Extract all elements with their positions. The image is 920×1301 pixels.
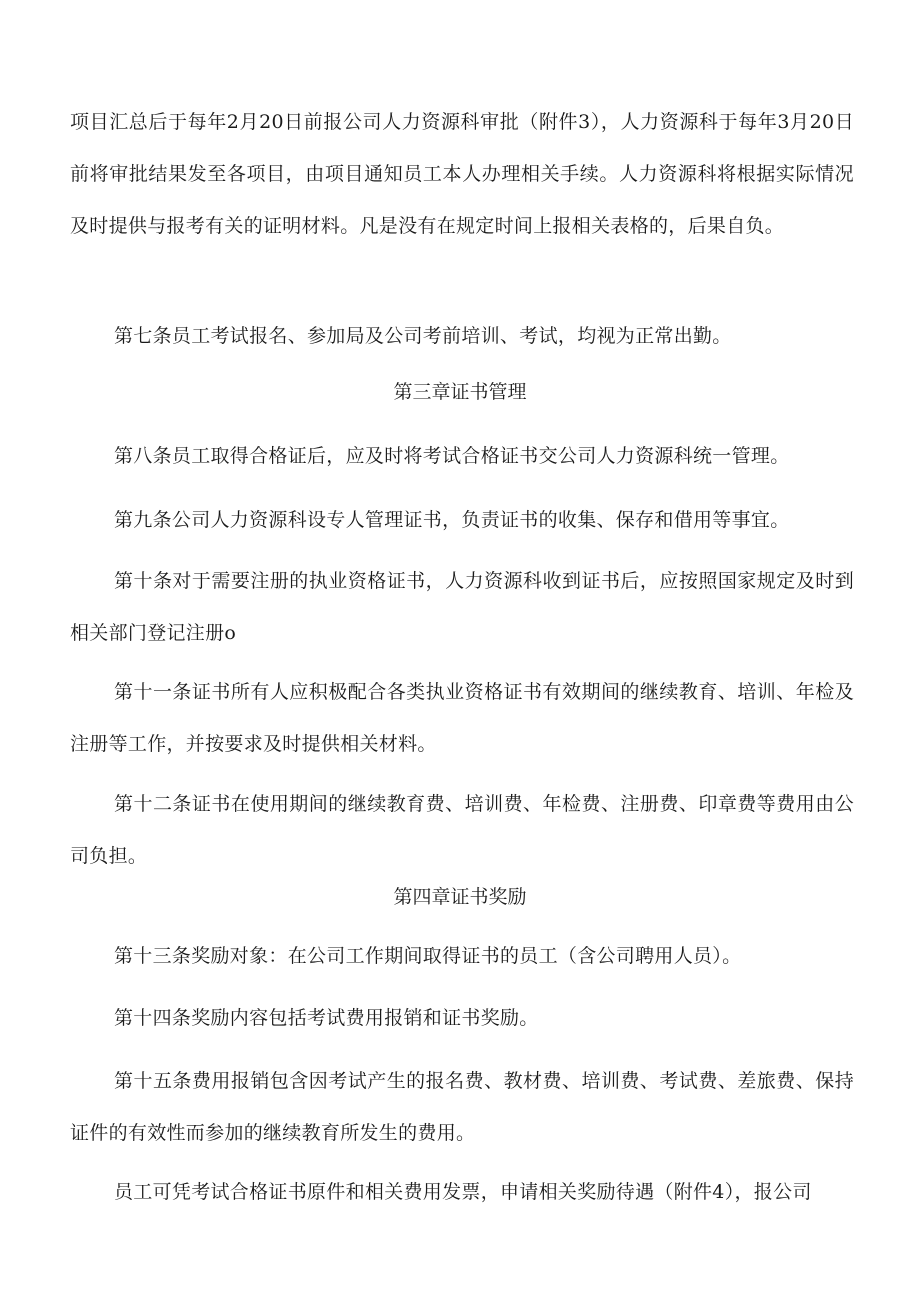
article-10: 第十条对于需要注册的执业资格证书，人力资源科收到证书后，应按照国家规定及时到相关部门登记注册o: [70, 570, 854, 644]
article-7: 第七条员工考试报名、参加局及公司考前培训、考试，均视为正常出勤。: [114, 325, 732, 347]
article-12: 第十二条证书在使用期间的继续教育费、培训费、年检费、注册费、印章费等费用由公司负担。: [70, 793, 854, 867]
article-11: 第十一条证书所有人应积极配合各类执业资格证书有效期间的继续教育、培训、年检及注册等工作，并按要求及时提供相关材料。: [70, 681, 854, 755]
chapter-3-heading: 第三章证书管理: [393, 381, 527, 403]
chapter-4-heading: 第四章证书奖励: [393, 886, 527, 908]
paragraph-intro: 项目汇总后于每年2月20日前报公司人力资源科审批（附件3），人力资源科于每年3月20日前将审批结果发至各项目，由项目通知员工本人办理相关手续。人力资源科将根据实际情况及时提供与报考有关的证明材料。凡是没有在规定时间上报相关表格的，后果自负。: [70, 111, 854, 237]
article-9: 第九条公司人力资源科设专人管理证书，负责证书的收集、保存和借用等事宜。: [114, 509, 790, 531]
paragraph-final: 员工可凭考试合格证书原件和相关费用发票，申请相关奖励待遇（附件4），报公司: [114, 1181, 812, 1203]
article-13: 第十三条奖励对象：在公司工作期间取得证书的员工（含公司聘用人员）。: [114, 945, 742, 967]
article-15: 第十五条费用报销包含因考试产生的报名费、教材费、培训费、考试费、差旅费、保持证件的有效性而参加的继续教育所发生的费用。: [70, 1070, 854, 1144]
article-14: 第十四条奖励内容包括考试费用报销和证书奖励。: [114, 1007, 539, 1029]
article-8: 第八条员工取得合格证后，应及时将考试合格证书交公司人力资源科统一管理。: [114, 445, 790, 467]
